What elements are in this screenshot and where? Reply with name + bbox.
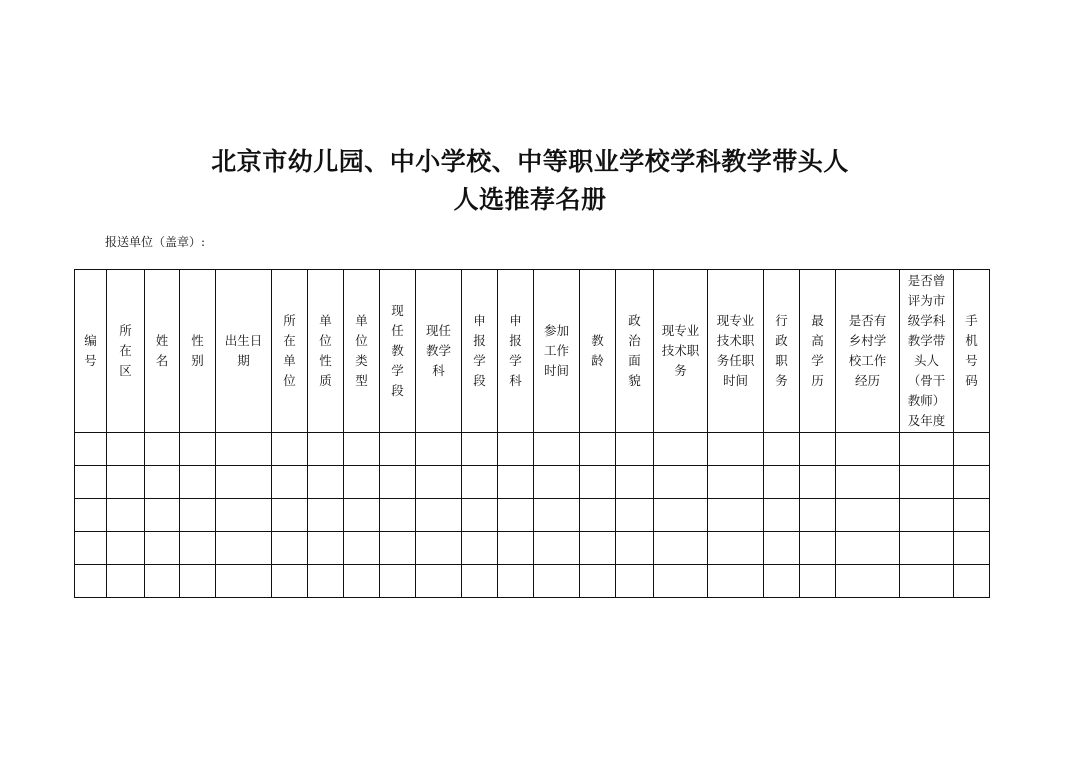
blank-cell[interactable] (654, 499, 708, 532)
blank-cell[interactable] (534, 532, 580, 565)
blank-cell[interactable] (498, 466, 534, 499)
document-title: 北京市幼儿园、中小学校、中等职业学校学科教学带头人 (211, 147, 849, 176)
blank-cell[interactable] (900, 466, 954, 499)
blank-cell[interactable] (107, 466, 145, 499)
blank-cell[interactable] (107, 532, 145, 565)
blank-cell[interactable] (75, 532, 107, 565)
blank-cell[interactable] (534, 565, 580, 598)
blank-cell[interactable] (344, 499, 380, 532)
blank-cell[interactable] (954, 499, 990, 532)
col-header: 最 高 学 历 (800, 270, 836, 433)
blank-cell[interactable] (380, 532, 416, 565)
nomination-roster-table (74, 269, 990, 598)
blank-cell[interactable] (800, 466, 836, 499)
blank-cell[interactable] (764, 565, 800, 598)
blank-cell[interactable] (380, 565, 416, 598)
blank-cell[interactable] (498, 433, 534, 466)
blank-cell[interactable] (836, 532, 900, 565)
blank-cell[interactable] (380, 499, 416, 532)
blank-cell[interactable] (308, 565, 344, 598)
blank-cell[interactable] (708, 532, 764, 565)
blank-cell[interactable] (498, 499, 534, 532)
col-header: 现专业 技术职 务 (654, 270, 708, 433)
blank-cell[interactable] (654, 532, 708, 565)
blank-cell[interactable] (308, 433, 344, 466)
blank-cell[interactable] (764, 532, 800, 565)
blank-cell[interactable] (416, 433, 462, 466)
col-header: 申 报 学 科 (498, 270, 534, 433)
col-header: 参加 工作 时间 (534, 270, 580, 433)
blank-cell[interactable] (75, 499, 107, 532)
col-header: 申 报 学 段 (462, 270, 498, 433)
col-header: 手 机 号 码 (954, 270, 990, 433)
blank-cell[interactable] (216, 433, 272, 466)
blank-cell[interactable] (272, 532, 308, 565)
blank-cell[interactable] (344, 532, 380, 565)
blank-cell[interactable] (836, 565, 900, 598)
blank-cell[interactable] (416, 532, 462, 565)
roster-body (75, 433, 990, 598)
blank-cell[interactable] (107, 565, 145, 598)
blank-cell[interactable] (344, 565, 380, 598)
blank-cell[interactable] (107, 499, 145, 532)
blank-cell[interactable] (836, 466, 900, 499)
blank-cell[interactable] (836, 499, 900, 532)
blank-cell[interactable] (900, 499, 954, 532)
table-row (75, 466, 990, 499)
blank-cell[interactable] (534, 499, 580, 532)
blank-cell[interactable] (380, 433, 416, 466)
blank-cell[interactable] (416, 565, 462, 598)
blank-cell[interactable] (900, 565, 954, 598)
blank-cell[interactable] (800, 565, 836, 598)
blank-cell[interactable] (145, 433, 180, 466)
blank-cell[interactable] (534, 433, 580, 466)
blank-cell[interactable] (616, 532, 654, 565)
blank-cell[interactable] (708, 499, 764, 532)
blank-cell[interactable] (654, 466, 708, 499)
blank-cell[interactable] (708, 565, 764, 598)
blank-cell[interactable] (107, 433, 145, 466)
blank-cell[interactable] (462, 532, 498, 565)
blank-cell[interactable] (145, 466, 180, 499)
blank-cell[interactable] (800, 532, 836, 565)
blank-cell[interactable] (498, 532, 534, 565)
col-header: 性 别 (180, 270, 216, 433)
blank-cell[interactable] (180, 565, 216, 598)
blank-cell[interactable] (462, 466, 498, 499)
blank-cell[interactable] (416, 499, 462, 532)
blank-cell[interactable] (800, 433, 836, 466)
blank-cell[interactable] (75, 433, 107, 466)
table-row (75, 532, 990, 565)
blank-cell[interactable] (180, 532, 216, 565)
col-header: 出生日 期 (216, 270, 272, 433)
blank-cell[interactable] (216, 532, 272, 565)
col-header: 所 在 区 (107, 270, 145, 433)
header-row (75, 270, 990, 433)
blank-cell[interactable] (216, 565, 272, 598)
blank-cell[interactable] (216, 466, 272, 499)
table-row (75, 565, 990, 598)
blank-cell[interactable] (272, 565, 308, 598)
table-row (75, 499, 990, 532)
blank-cell[interactable] (708, 466, 764, 499)
blank-cell[interactable] (836, 433, 900, 466)
col-header: 是否曾 评为市 级学科 教学带 头人 （骨干 教师） 及年度 (900, 270, 954, 433)
blank-cell[interactable] (416, 466, 462, 499)
col-header: 行 政 职 务 (764, 270, 800, 433)
col-header: 姓 名 (145, 270, 180, 433)
col-header: 所 在 单 位 (272, 270, 308, 433)
blank-cell[interactable] (308, 499, 344, 532)
blank-cell[interactable] (616, 499, 654, 532)
blank-cell[interactable] (800, 499, 836, 532)
blank-cell[interactable] (654, 433, 708, 466)
blank-cell[interactable] (616, 565, 654, 598)
blank-cell[interactable] (580, 565, 616, 598)
blank-cell[interactable] (462, 565, 498, 598)
blank-cell[interactable] (900, 433, 954, 466)
blank-cell[interactable] (764, 466, 800, 499)
blank-cell[interactable] (180, 466, 216, 499)
blank-cell[interactable] (272, 466, 308, 499)
blank-cell[interactable] (272, 433, 308, 466)
blank-cell[interactable] (580, 433, 616, 466)
col-header: 现 任 教 学 段 (380, 270, 416, 433)
blank-cell[interactable] (145, 565, 180, 598)
col-header: 是否有 乡村学 校工作 经历 (836, 270, 900, 433)
table-row (75, 433, 990, 466)
submitting-unit-label: 报送单位（盖章）: (105, 235, 206, 249)
col-header: 单 位 类 型 (344, 270, 380, 433)
blank-cell[interactable] (145, 532, 180, 565)
blank-cell[interactable] (180, 499, 216, 532)
document-subtitle: 人选推荐名册 (453, 185, 607, 214)
blank-cell[interactable] (308, 532, 344, 565)
blank-cell[interactable] (764, 433, 800, 466)
blank-cell[interactable] (708, 433, 764, 466)
blank-cell[interactable] (462, 499, 498, 532)
blank-cell[interactable] (580, 532, 616, 565)
blank-cell[interactable] (344, 433, 380, 466)
blank-cell[interactable] (764, 499, 800, 532)
col-header: 现任 教学 科 (416, 270, 462, 433)
col-header: 政 治 面 貌 (616, 270, 654, 433)
blank-cell[interactable] (616, 433, 654, 466)
blank-cell[interactable] (954, 433, 990, 466)
col-header: 单 位 性 质 (308, 270, 344, 433)
blank-cell[interactable] (272, 499, 308, 532)
col-header: 现专业 技术职 务任职 时间 (708, 270, 764, 433)
blank-cell[interactable] (954, 466, 990, 499)
blank-cell[interactable] (580, 466, 616, 499)
col-header: 编 号 (75, 270, 107, 433)
blank-cell[interactable] (308, 466, 344, 499)
col-header: 教 龄 (580, 270, 616, 433)
blank-cell[interactable] (462, 433, 498, 466)
blank-cell[interactable] (145, 499, 180, 532)
blank-cell[interactable] (344, 466, 380, 499)
blank-cell[interactable] (654, 565, 708, 598)
blank-cell[interactable] (75, 466, 107, 499)
blank-cell[interactable] (216, 499, 272, 532)
blank-cell[interactable] (580, 499, 616, 532)
blank-cell[interactable] (498, 565, 534, 598)
blank-cell[interactable] (180, 433, 216, 466)
blank-cell[interactable] (534, 466, 580, 499)
blank-cell[interactable] (954, 532, 990, 565)
blank-cell[interactable] (954, 565, 990, 598)
blank-cell[interactable] (380, 466, 416, 499)
blank-cell[interactable] (616, 466, 654, 499)
blank-cell[interactable] (900, 532, 954, 565)
blank-cell[interactable] (75, 565, 107, 598)
